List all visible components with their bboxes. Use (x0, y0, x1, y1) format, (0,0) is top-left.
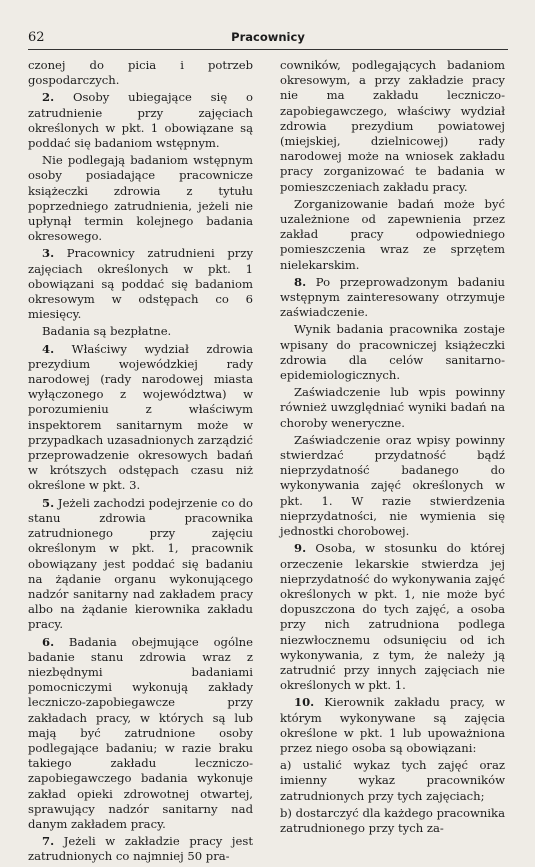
running-title: Pracownicy (231, 30, 305, 44)
paragraph-text: Osoba, w stosunku do której orzeczenie lekarskie stwierdza jej nieprzydatność do wykonywania zajęć określonych w pkt. 1, nie może być dopuszczona do tych zajęć, a osoba przy nich zatrudniona podlega niezwłocznemu odsunięciu od ich wykonywania, z tym, że należy ją zatrudnić przy innych zajęciach nie określonych w pkt. 1. (280, 541, 505, 693)
paragraph (28, 635, 253, 833)
section-number: 5. (42, 495, 55, 510)
paragraph (280, 275, 505, 321)
paragraph-text: Wynik badania pracownika zostaje wpisany do pracowniczej książeczki zdrowia dla celów sanitarno-epidemiologicznych. (280, 322, 505, 383)
paragraph-text: Osoby ubiegające się o zatrudnienie przy zajęciach określonych w pkt. 1 obowiązane są poddać się badaniom wstępnym. (28, 90, 253, 151)
paragraph (280, 385, 505, 431)
paragraph-text: Nie podlegają badaniom wstępnym osoby posiadające pracownicze książeczki zdrowia z tytułu poprzedniego zatrudnienia, jeżeli nie upłynął termin kolejnego badania okresowego. (28, 153, 253, 244)
paragraph (280, 197, 505, 273)
header-rule (28, 49, 508, 50)
paragraph (280, 758, 505, 804)
paragraph-text: Zaświadczenie lub wpis powinny również uwzględniać wyniki badań na choroby weneryczne. (280, 385, 505, 430)
left-text-column (28, 58, 253, 867)
paragraph-text: Po przeprowadzonym badaniu wstępnym zainteresowany otrzymuje zaświadczenie. (280, 274, 505, 320)
section-number: 3. (42, 246, 55, 261)
section-number: 10. (294, 695, 315, 710)
section-number: 8. (294, 274, 307, 289)
section-number: 2. (42, 90, 55, 105)
page-header (28, 30, 508, 50)
paragraph-text: cowników, podlegających badaniom okresowym, a przy zakładzie pracy nie ma zakładu leczniczo-zapobiegawczego, właściwy wydział zdrowia prezydium powiatowej (miejskiej, dzielnicowej) rady narodowej może na wniosek zakładu pracy zorganizować te badania w pomieszczeniach zakładu pracy. (280, 58, 505, 194)
right-text-column (280, 58, 505, 838)
paragraph-text: czonej do picia i potrzeb gospodarczych. (28, 58, 253, 88)
paragraph-text: Kierownik zakładu pracy, w którym wykonywane są zajęcia określone w pkt. 1 lub upoważniona przez niego osoba są obowiązani: (280, 695, 505, 755)
paragraph (280, 806, 505, 836)
paragraph (280, 322, 505, 383)
section-number: 7. (42, 834, 55, 849)
paragraph-text: Jeżeli zachodzi podejrzenie co do stanu zdrowia pracownika zatrudnionego przy zajęciu określonym w pkt. 1, pracownik obowiązany jest poddać się badaniu na żądanie organu wykonującego nadzór sanitarny nad zakładem pracy albo na żądanie kierownika zakładu pracy. (28, 495, 253, 632)
paragraph-text: Zorganizowanie badań może być uzależnione od zapewnienia przez zakład pracy odpowiedniego pomieszczenia wraz ze sprzętem nielekarskim. (280, 196, 505, 272)
paragraph-text: a) ustalić wykaz tych zajęć oraz imienny wykaz pracowników zatrudnionych przy tych zajęciach; (280, 758, 505, 803)
paragraph (28, 58, 253, 88)
paragraph-text: b) dostarczyć dla każdego pracownika zatrudnionego przy tych za- (280, 805, 505, 835)
paragraph-text: Jeżeli w zakładzie pracy jest zatrudnionych co najmniej 50 pra- (28, 834, 253, 864)
paragraph-text: Badania są bezpłatne. (42, 324, 172, 339)
paragraph (28, 153, 253, 244)
paragraph (280, 433, 505, 539)
paragraph (28, 90, 253, 151)
paragraph-text: Pracownicy zatrudnieni przy zajęciach określonych w pkt. 1 obowiązani są poddać się badaniom okresowym w odstępach co 6 miesięcy. (28, 246, 253, 322)
paragraph-text: Właściwy wydział zdrowia prezydium wojewódzkiej rady narodowej (rady narodowej miasta wyłączonego z województwa) w porozumieniu z właściwym inspektorem sanitarnym może w przypadkach uzasadnionych zarządzić przeprowadzenie okresowych badań w krótszych odstępach czasu niż określone w pkt. 3. (28, 341, 253, 493)
paragraph (28, 246, 253, 322)
section-number: 4. (42, 341, 55, 356)
paragraph (280, 695, 505, 756)
paragraph (280, 58, 505, 195)
paragraph (28, 496, 253, 633)
paragraph (280, 541, 505, 693)
paragraph (28, 834, 253, 864)
paragraph-text: Badania obejmujące ogólne badanie stanu zdrowia wraz z niezbędnymi badaniami pomocniczymi wykonują zakłady leczniczo-zapobiegawcze przy zakładach pracy, w których są lub mają być zatrudnione osoby podlegające badaniu; w razie braku takiego zakładu leczniczo-zapobiegawczego badania wykonuje zakład opieki zdrowotnej otwartej, sprawujący nadzór sanitarny nad danym zakładem pracy. (28, 634, 253, 831)
page-number: 62 (28, 30, 45, 45)
section-number: 9. (294, 541, 307, 556)
paragraph-text: Zaświadczenie oraz wpisy powinny stwierdzać przydatność bądź nieprzydatność badanego do wykonywania zajęć określonych w pkt. 1. W razie stwierdzenia nieprzydatności, nie wymienia się jednostki chorobowej. (280, 432, 505, 539)
paragraph (28, 342, 253, 494)
paragraph (28, 324, 253, 339)
section-number: 6. (42, 634, 55, 649)
